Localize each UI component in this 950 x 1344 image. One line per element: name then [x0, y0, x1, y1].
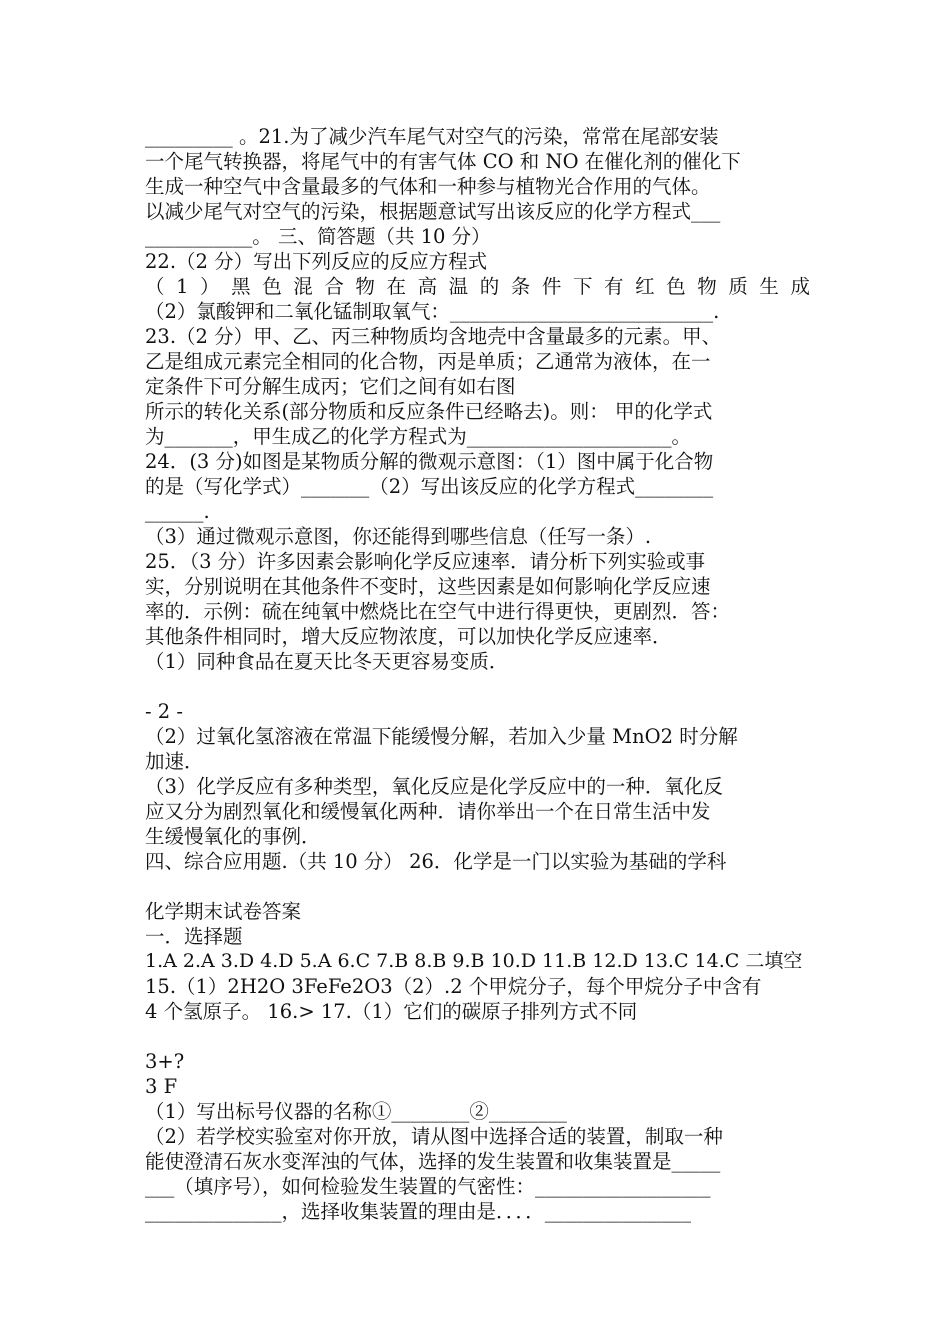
text-line: 为_______，甲生成乙的化学方程式为_____________________。: [145, 425, 692, 448]
text-line: 的是（写化学式）_______（2）写出该反应的化学方程式________: [145, 475, 714, 498]
text-line: 四、综合应用题.（共 10 分） 26．化学是一门以实验为基础的学科: [145, 850, 727, 873]
text-line: ___________。 三、简答题（共 10 分）: [145, 225, 491, 248]
text-line: 能使澄清石灰水变浑浊的气体，选择的发生装置和收集装置是_____: [145, 1150, 721, 1173]
text-line: ______________，选择收集装置的理由是．．．．_______________: [145, 1200, 692, 1223]
text-line: ______.: [145, 500, 210, 523]
text-line: 率的．示例：硫在纯氧中燃烧比在空气中进行得更快，更剧烈．答：: [145, 600, 731, 623]
text-line: 其他条件相同时，增大反应物浓度，可以加快化学反应速率．: [145, 625, 672, 648]
text-line: （2）若学校实验室对你开放，请从图中选择合适的装置，制取一种: [145, 1125, 723, 1148]
text-line: 23.（2 分）甲、乙、丙三种物质均含地壳中含量最多的元素。甲、: [145, 325, 722, 348]
text-line: （3）通过微观示意图，你还能得到哪些信息（任写一条）.: [145, 525, 652, 548]
text-line: 应又分为剧烈氧化和缓慢氧化两种．请你举出一个在日常生活中发: [145, 800, 711, 823]
page-number: - 2 -: [145, 700, 183, 723]
text-line: （1）黑色混合物在高温的条件下有红色物质生成: [145, 275, 810, 298]
text-line: _________ 。21.为了减少汽车尾气对空气的污染，常常在尾部安装: [145, 125, 719, 148]
text-line: 一．选择题: [145, 925, 243, 948]
answer-title: 化学期末试卷答案: [145, 900, 302, 923]
text-line: 乙是组成元素完全相同的化合物，丙是单质；乙通常为液体，在一: [145, 350, 711, 373]
text-line: 3+?: [145, 1050, 185, 1073]
text-line: 加速．: [145, 750, 204, 773]
text-line: 1.A 2.A 3.D 4.D 5.A 6.C 7.B 8.B 9.B 10.D 11.B 12.D 13.C 14.C 二填空: [145, 950, 803, 972]
text-line: 25．（3 分）许多因素会影响化学反应速率．请分析下列实验或事: [145, 550, 706, 573]
text-line: （1）同种食品在夏天比冬天更容易变质．: [145, 650, 509, 673]
text-line: 生缓慢氧化的事例．: [145, 825, 321, 848]
text-line: （1）写出标号仪器的名称①________②________: [145, 1100, 567, 1123]
text-line: 3 F: [145, 1075, 178, 1098]
text-line: 一个尾气转换器，将尾气中的有害气体 CO 和 NO 在催化剂的催化下: [145, 150, 741, 173]
text-line: 以减少尾气对空气的污染，根据题意试写出该反应的化学方程式___: [145, 200, 721, 223]
text-line: 22.（2 分）写出下列反应的反应方程式: [145, 250, 488, 273]
text-line: 所示的转化关系(部分物质和反应条件已经略去)。则： 甲的化学式: [145, 400, 713, 423]
text-line: 实，分别说明在其他条件不变时，这些因素是如何影响化学反应速: [145, 575, 711, 598]
text-line: 生成一种空气中含量最多的气体和一种参与植物光合作用的气体。: [145, 175, 711, 198]
text-line: （3）化学反应有多种类型，氧化反应是化学反应中的一种．氧化反: [145, 775, 723, 798]
text-line: ___（填序号），如何检验发生装置的气密性：__________________: [145, 1175, 711, 1198]
text-line: 4 个氢原子。 16.> 17.（1）它们的碳原子排列方式不同: [145, 1000, 638, 1023]
text-line: 定条件下可分解生成丙；它们之间有如右图: [145, 375, 516, 398]
text-line: （2）过氧化氢溶液在常温下能缓慢分解，若加入少量 MnO2 时分解: [145, 725, 738, 748]
text-line: 15.（1）2H2O 3FeFe2O3（2）.2 个甲烷分子，每个甲烷分子中含有: [145, 975, 762, 998]
text-line: 24．(3 分)如图是某物质分解的微观示意图：（1）图中属于化合物: [145, 450, 714, 473]
text-line: （2）氯酸钾和二氧化锰制取氧气：___________________________.: [145, 300, 720, 323]
